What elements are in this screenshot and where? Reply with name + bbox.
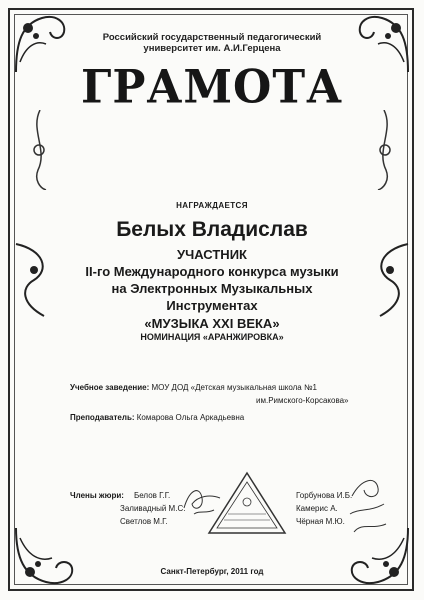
jury-member: Камерис А. bbox=[296, 504, 338, 513]
school-row bbox=[70, 382, 317, 393]
recipient-name: Белых Владислав bbox=[116, 218, 308, 241]
contest-description bbox=[0, 263, 424, 314]
issuer-line-1: Российский государственный педагогический bbox=[102, 32, 322, 43]
nomination: НОМИНАЦИЯ «АРАНЖИРОВКА» bbox=[140, 332, 284, 342]
contest-line-1: II-го Международного конкурса музыки bbox=[85, 264, 339, 279]
jury-member: Белов Г.Г. bbox=[134, 491, 171, 500]
jury-label: Члены жюри: bbox=[70, 491, 124, 500]
left-side-flourish bbox=[26, 110, 52, 190]
jury-member: Чёрная М.Ю. bbox=[296, 517, 345, 526]
contest-name: «МУЗЫКА XXI ВЕКА» bbox=[144, 316, 280, 331]
bottom-left-ornament bbox=[12, 524, 82, 588]
place-and-year: Санкт-Петербург, 2011 год bbox=[160, 567, 264, 576]
teacher-label: Преподаватель: bbox=[70, 413, 135, 422]
teacher-row bbox=[70, 412, 244, 423]
school-value: МОУ ДОД «Детская музыкальная школа №1 bbox=[151, 383, 317, 392]
organization-stamp bbox=[206, 470, 288, 536]
document-title: ГРАМОТА bbox=[81, 60, 343, 115]
jury-left-column bbox=[120, 489, 186, 528]
jury-member: Заливадный М.С. bbox=[120, 504, 186, 513]
teacher-value: Комарова Ольга Аркадьевна bbox=[136, 413, 245, 422]
school-value-line-2: им.Римского-Корсакова» bbox=[256, 396, 349, 405]
contest-line-2: на Электронных Музыкальных bbox=[111, 281, 313, 296]
school-label: Учебное заведение: bbox=[70, 383, 150, 392]
issuer-line-2: университет им. А.И.Герцена bbox=[143, 43, 281, 54]
issuer-name bbox=[0, 32, 424, 54]
recipient-role: УЧАСТНИК bbox=[177, 247, 247, 262]
awarded-label: НАГРАЖДАЕТСЯ bbox=[176, 201, 248, 210]
jury-member: Горбунова И.Б. bbox=[296, 491, 353, 500]
contest-line-3: Инструментах bbox=[166, 298, 258, 313]
right-side-flourish bbox=[372, 110, 398, 190]
jury-right-column bbox=[296, 489, 352, 528]
jury-member: Светлов М.Г. bbox=[120, 517, 168, 526]
signature-right bbox=[346, 474, 392, 544]
